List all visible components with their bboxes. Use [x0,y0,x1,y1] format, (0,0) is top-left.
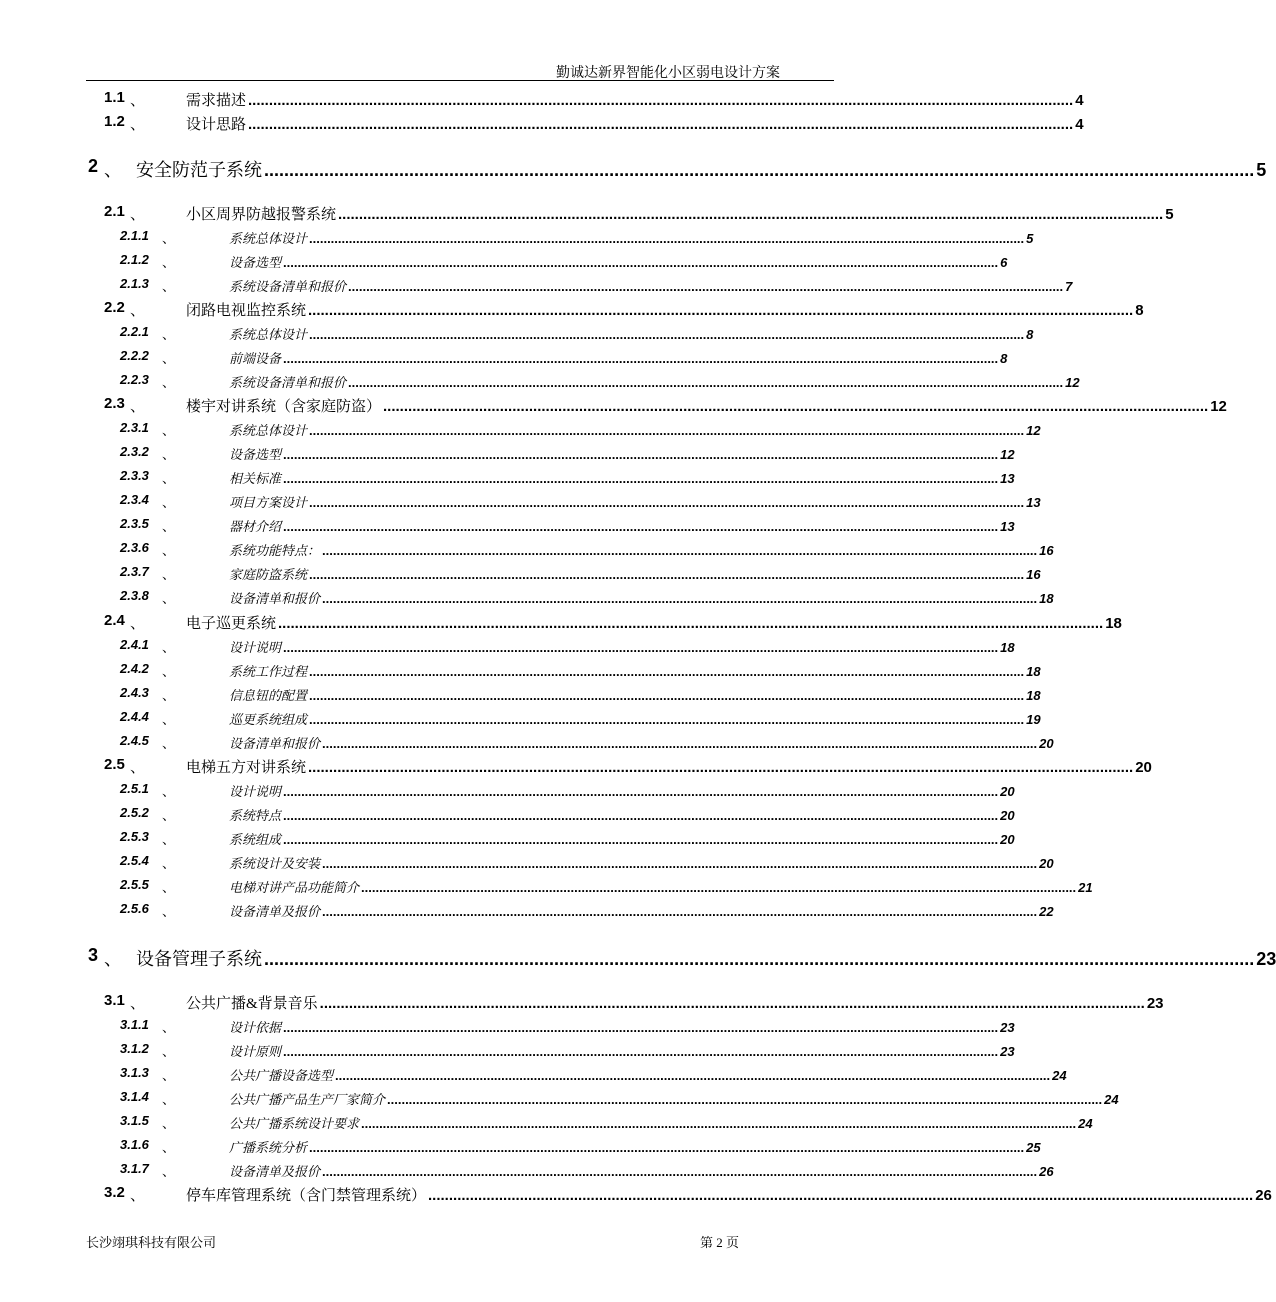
toc-entry[interactable] [0,733,1054,752]
toc-entry-page: 8 [1000,351,1008,366]
toc-entry-number: 2.4.2 [120,661,149,676]
toc-entry-separator: 、 [162,832,176,847]
toc-entry-number: 2.4.3 [120,685,149,700]
toc-entry-page: 12 [1000,447,1015,462]
toc-entry[interactable] [0,612,1122,633]
toc-entry-number: 3.1.2 [120,1041,149,1056]
toc-entry-number: 2.5.1 [120,781,149,796]
toc-entry[interactable] [0,252,1008,271]
toc-entry-separator: 、 [130,996,146,1012]
toc-leader-dots: ...................................................................................................................................................................................................... [309,231,1025,246]
toc-entry-number: 3.1 [104,992,125,1009]
toc-entry-number: 2.2.3 [120,372,149,387]
toc-entry-separator: 、 [162,1116,176,1131]
toc-entry-page: 4 [1075,116,1084,133]
toc-leader-dots: ...................................................................................................................................................................................................... [309,495,1025,510]
toc-leader-dots: ...................................................................................................................................................................................................... [348,279,1064,294]
toc-entry[interactable] [0,113,1084,134]
toc-entry-page: 24 [1078,1116,1093,1131]
toc-entry-page: 13 [1000,471,1015,486]
toc-entry-page: 20 [1000,784,1015,799]
toc-entry-number: 2.3.8 [120,588,149,603]
toc-entry[interactable] [0,276,1073,295]
toc-entry-separator: 、 [130,117,146,133]
toc-entry[interactable] [0,1065,1067,1084]
toc-entry-title: 设计思路 [186,117,247,133]
toc-entry-number: 2.4.5 [120,733,149,748]
toc-entry[interactable] [0,1137,1041,1156]
toc-leader-dots: ...................................................................................................................................................................................................... [319,995,1145,1012]
toc-entry[interactable] [0,945,1276,971]
toc-entry[interactable] [0,516,1015,535]
toc-entry-separator: 、 [162,375,176,390]
toc-entry-title: 设计原则 [229,1044,282,1059]
toc-entry[interactable] [0,1017,1015,1036]
toc-entry-title: 系统设备清单和报价 [229,279,347,294]
toc-entry-separator: 、 [162,1020,176,1035]
toc-entry-number: 1.2 [104,113,125,130]
toc-entry-page: 7 [1065,279,1073,294]
toc-entry[interactable] [0,156,1267,182]
toc-entry-title: 系统组成 [229,832,282,847]
toc-entry[interactable] [0,661,1041,680]
toc-entry-page: 5 [1165,206,1174,223]
toc-entry-title: 电梯五方对讲系统 [186,760,307,776]
toc-entry-title: 停车库管理系统（含门禁管理系统） [186,1188,427,1204]
toc-entry-page: 20 [1039,856,1054,871]
toc-entry-number: 2.4.4 [120,709,149,724]
toc-entry-number: 1.1 [104,89,125,106]
toc-leader-dots: ...................................................................................................................................................................................................... [383,398,1209,415]
toc-entry-separator: 、 [162,495,176,510]
toc-entry-page: 6 [1000,255,1008,270]
toc-entry-page: 18 [1026,688,1041,703]
toc-entry-number: 2.5.3 [120,829,149,844]
toc-leader-dots: ...................................................................................................................................................................................................... [309,567,1025,582]
toc-leader-dots: ...................................................................................................................................................................................................... [361,1116,1077,1131]
toc-entry[interactable] [0,372,1080,391]
toc-entry-title: 楼宇对讲系统（含家庭防盗） [186,399,382,415]
toc-leader-dots: ...................................................................................................................................................................................................... [322,856,1038,871]
toc-entry-separator: 、 [162,567,176,582]
toc-entry-page: 24 [1052,1068,1067,1083]
toc-entry-page: 21 [1078,880,1093,895]
toc-entry[interactable] [0,420,1041,439]
toc-entry-separator: 、 [104,160,122,180]
toc-leader-dots: ...................................................................................................................................................................................................... [264,160,1255,180]
toc-leader-dots: ...................................................................................................................................................................................................... [322,1164,1038,1179]
toc-entry-number: 2.2.2 [120,348,149,363]
toc-entry-number: 2.3.1 [120,420,149,435]
toc-leader-dots: ...................................................................................................................................................................................................... [283,1020,999,1035]
toc-entry-number: 3.1.1 [120,1017,149,1032]
toc-entry-title: 前端设备 [229,351,282,366]
toc-entry-title: 巡更系统组成 [229,712,308,727]
toc-entry-separator: 、 [162,904,176,919]
toc-entry-page: 26 [1039,1164,1054,1179]
toc-entry-page: 26 [1255,1187,1272,1204]
toc-entry[interactable] [0,685,1041,704]
toc-entry-separator: 、 [162,688,176,703]
toc-entry-number: 2.3.7 [120,564,149,579]
toc-entry[interactable] [0,348,1008,367]
toc-leader-dots: ...................................................................................................................................................................................................... [283,832,999,847]
toc-entry-number: 2.3.6 [120,540,149,555]
toc-entry-title: 设备选型 [229,255,282,270]
toc-leader-dots: ...................................................................................................................................................................................................... [309,664,1025,679]
toc-entry-title: 器材介绍 [229,519,282,534]
toc-entry-number: 2.1.3 [120,276,149,291]
toc-entry-title: 设计说明 [229,640,282,655]
toc-entry-number: 3.1.6 [120,1137,149,1152]
toc-entry-page: 12 [1026,423,1041,438]
toc-entry-separator: 、 [162,591,176,606]
toc-entry[interactable] [0,781,1015,800]
toc-entry-title: 公共广播设备选型 [229,1068,334,1083]
toc-entry-number: 2.5.4 [120,853,149,868]
toc-entry-separator: 、 [162,327,176,342]
toc-entry-title: 设备管理子系统 [136,949,262,969]
toc-entry-number: 2.5.5 [120,877,149,892]
toc-entry-title: 需求描述 [186,93,247,109]
toc-entry-page: 4 [1075,92,1084,109]
toc-entry-title: 信息钮的配置 [229,688,308,703]
toc-entry-page: 16 [1026,567,1041,582]
toc-entry-title: 电梯对讲产品功能简介 [229,880,360,895]
toc-entry-page: 20 [1135,759,1152,776]
toc-leader-dots: ...................................................................................................................................................................................................... [283,255,999,270]
toc-entry-separator: 、 [162,712,176,727]
toc-entry-page: 18 [1026,664,1041,679]
toc-entry-separator: 、 [162,423,176,438]
toc-entry[interactable] [0,588,1054,607]
toc-entry-separator: 、 [162,1092,176,1107]
toc-entry[interactable] [0,444,1015,463]
toc-entry-page: 23 [1000,1044,1015,1059]
toc-entry-separator: 、 [162,808,176,823]
toc-leader-dots: ...................................................................................................................................................................................................... [283,784,999,799]
toc-entry-title: 设计依据 [229,1020,282,1035]
toc-entry-page: 12 [1065,375,1080,390]
toc-entry-title: 系统工作过程 [229,664,308,679]
toc-entry-number: 2.3.2 [120,444,149,459]
toc-leader-dots: ...................................................................................................................................................................................................... [309,327,1025,342]
toc-entry-separator: 、 [162,1044,176,1059]
toc-entry-number: 2.2.1 [120,324,149,339]
toc-entry-page: 5 [1026,231,1034,246]
toc-leader-dots: ...................................................................................................................................................................................................... [283,447,999,462]
toc-entry[interactable] [0,540,1054,559]
toc-entry-page: 12 [1210,398,1227,415]
toc-leader-dots: ...................................................................................................................................................................................................... [309,423,1025,438]
toc-entry-separator: 、 [104,949,122,969]
toc-leader-dots: ...................................................................................................................................................................................................... [264,949,1255,969]
toc-leader-dots: ...................................................................................................................................................................................................... [283,640,999,655]
toc-entry-page: 23 [1000,1020,1015,1035]
toc-entry[interactable] [0,1113,1093,1132]
toc-leader-dots: ...................................................................................................................................................................................................... [387,1092,1103,1107]
toc-entry[interactable] [0,228,1034,247]
toc-entry-separator: 、 [162,880,176,895]
toc-entry-title: 设备选型 [229,447,282,462]
toc-entry[interactable] [0,89,1084,110]
toc-entry[interactable] [0,395,1227,416]
toc-entry[interactable] [0,1041,1015,1060]
toc-entry-page: 19 [1026,712,1041,727]
toc-entry-title: 设备清单和报价 [229,591,321,606]
toc-entry-title: 电子巡更系统 [186,616,277,632]
toc-leader-dots: ...................................................................................................................................................................................................... [283,1044,999,1059]
toc-entry-separator: 、 [162,543,176,558]
toc-entry-page: 25 [1026,1140,1041,1155]
toc-entry-title: 系统设计及安装 [229,856,321,871]
toc-entry-page: 23 [1256,949,1276,969]
toc-entry-number: 2.5.2 [120,805,149,820]
toc-leader-dots: ...................................................................................................................................................................................................... [308,302,1134,319]
toc-entry-title: 家庭防盗系统 [229,567,308,582]
toc-entry[interactable] [0,468,1015,487]
toc-entry-page: 20 [1000,832,1015,847]
toc-entry-title: 小区周界防越报警系统 [186,207,337,223]
toc-leader-dots: ...................................................................................................................................................................................................... [309,712,1025,727]
toc-entry-page: 5 [1256,160,1267,180]
toc-entry-page: 13 [1000,519,1015,534]
toc-leader-dots: ...................................................................................................................................................................................................... [283,808,999,823]
toc-leader-dots: ...................................................................................................................................................................................................... [322,736,1038,751]
toc-entry-separator: 、 [162,664,176,679]
toc-entry-title: 公共广播产品生产厂家简介 [229,1092,386,1107]
toc-entry-page: 16 [1039,543,1054,558]
toc-leader-dots: ...................................................................................................................................................................................................... [308,759,1134,776]
toc-entry[interactable] [0,324,1034,343]
toc-entry-separator: 、 [162,1140,176,1155]
toc-entry-number: 2.1.1 [120,228,149,243]
toc-leader-dots: ...................................................................................................................................................................................................... [283,471,999,486]
toc-entry-number: 2.3.5 [120,516,149,531]
toc-entry-number: 2.3.3 [120,468,149,483]
toc-entry-separator: 、 [162,471,176,486]
footer-page-number: 第 2 页 [700,1235,740,1250]
toc-leader-dots: ...................................................................................................................................................................................................... [335,1068,1051,1083]
toc-entry-separator: 、 [162,279,176,294]
toc-entry-title: 系统特点 [229,808,282,823]
toc-entry[interactable] [0,1089,1119,1108]
toc-entry-number: 2.5.6 [120,901,149,916]
toc-entry-title: 系统功能特点： [229,543,321,558]
toc-entry-title: 设备清单及报价 [229,904,321,919]
toc-entry[interactable] [0,299,1144,320]
toc-entry-separator: 、 [162,856,176,871]
toc-entry[interactable] [0,709,1041,728]
toc-leader-dots: ...................................................................................................................................................................................................... [309,688,1025,703]
toc-entry-page: 18 [1000,640,1015,655]
toc-entry-number: 2.3.4 [120,492,149,507]
toc-leader-dots: ...................................................................................................................................................................................................... [338,206,1164,223]
toc-entry-page: 20 [1039,736,1054,751]
toc-entry-page: 23 [1146,995,1164,1012]
toc-leader-dots: ...................................................................................................................................................................................................... [428,1187,1254,1204]
toc-entry-title: 设计说明 [229,784,282,799]
toc-entry-separator: 、 [162,1068,176,1083]
toc-entry[interactable] [0,1184,1272,1205]
toc-entry-separator: 、 [130,760,146,776]
toc-entry[interactable] [0,492,1041,511]
toc-entry-number: 3.2 [104,1184,125,1201]
toc-entry-title: 公共广播&背景音乐 [186,996,318,1012]
toc-leader-dots: ...................................................................................................................................................................................................... [348,375,1064,390]
header-title: 勤诚达新界智能化小区弱电设计方案 [556,66,780,81]
toc-leader-dots: ...................................................................................................................................................................................................... [278,615,1104,632]
footer-company: 长沙翊琪科技有限公司 [86,1235,217,1250]
toc-entry[interactable] [0,1161,1054,1180]
toc-entry[interactable] [0,203,1174,224]
toc-entry-number: 2.1.2 [120,252,149,267]
toc-entry-title: 系统总体设计 [229,327,308,342]
toc-entry[interactable] [0,829,1015,848]
toc-entry-number: 3.1.7 [120,1161,149,1176]
toc-leader-dots: ...................................................................................................................................................................................................... [283,351,999,366]
toc-entry-title: 系统总体设计 [229,423,308,438]
toc-entry-page: 13 [1026,495,1041,510]
toc-entry-number: 2.1 [104,203,125,220]
toc-entry-separator: 、 [162,640,176,655]
toc-entry-title: 相关标准 [229,471,282,486]
toc-entry-title: 广播系统分析 [229,1140,308,1155]
toc-entry-separator: 、 [162,736,176,751]
toc-entry[interactable] [0,853,1054,872]
toc-entry-title: 项目方案设计 [229,495,308,510]
toc-leader-dots: ...................................................................................................................................................................................................... [322,904,1038,919]
toc-leader-dots: ...................................................................................................................................................................................................... [309,1140,1025,1155]
toc-entry-page: 22 [1039,904,1054,919]
toc-entry-page: 8 [1026,327,1034,342]
toc-entry-number: 3.1.5 [120,1113,149,1128]
toc-leader-dots: ...................................................................................................................................................................................................... [361,880,1077,895]
toc-entry-separator: 、 [130,93,146,109]
toc-entry-separator: 、 [162,231,176,246]
toc-entry-separator: 、 [162,784,176,799]
toc-entry-number: 3.1.3 [120,1065,149,1080]
toc-entry[interactable] [0,756,1152,777]
toc-entry[interactable] [0,637,1015,656]
toc-leader-dots: ...................................................................................................................................................................................................... [248,116,1074,133]
toc-entry-number: 2.5 [104,756,125,773]
toc-entry-separator: 、 [130,207,146,223]
toc-entry-separator: 、 [130,303,146,319]
toc-entry-number: 2.4.1 [120,637,149,652]
toc-entry-title: 公共广播系统设计要求 [229,1116,360,1131]
toc-entry-title: 闭路电视监控系统 [186,303,307,319]
toc-entry-separator: 、 [130,1188,146,1204]
toc-entry-title: 系统总体设计 [229,231,308,246]
toc-entry-title: 设备清单和报价 [229,736,321,751]
toc-leader-dots: ...................................................................................................................................................................................................... [283,519,999,534]
toc-entry-separator: 、 [162,519,176,534]
toc-entry-number: 2.4 [104,612,125,629]
toc-entry[interactable] [0,877,1093,896]
toc-entry[interactable] [0,564,1041,583]
toc-entry-separator: 、 [162,1164,176,1179]
toc-entry[interactable] [0,901,1054,920]
toc-entry-number: 3.1.4 [120,1089,149,1104]
toc-entry-number: 2 [88,156,99,176]
toc-entry-number: 3 [88,945,99,965]
toc-entry-separator: 、 [162,447,176,462]
toc-entry[interactable] [0,805,1015,824]
toc-entry-separator: 、 [130,616,146,632]
toc-entry-page: 18 [1039,591,1054,606]
toc-entry-separator: 、 [162,351,176,366]
toc-entry-title: 系统设备清单和报价 [229,375,347,390]
toc-entry-separator: 、 [162,255,176,270]
toc-leader-dots: ...................................................................................................................................................................................................... [248,92,1074,109]
toc-entry-title: 设备清单及报价 [229,1164,321,1179]
toc-entry-title: 安全防范子系统 [136,160,262,180]
toc-leader-dots: ...................................................................................................................................................................................................... [322,543,1038,558]
toc-entry-number: 2.2 [104,299,125,316]
toc-entry-page: 18 [1105,615,1122,632]
toc-entry[interactable] [0,992,1164,1013]
toc-entry-number: 2.3 [104,395,125,412]
toc-leader-dots: ...................................................................................................................................................................................................... [322,591,1038,606]
toc-entry-page: 8 [1135,302,1144,319]
toc-entry-separator: 、 [130,399,146,415]
toc-entry-page: 20 [1000,808,1015,823]
toc-entry-page: 24 [1104,1092,1119,1107]
